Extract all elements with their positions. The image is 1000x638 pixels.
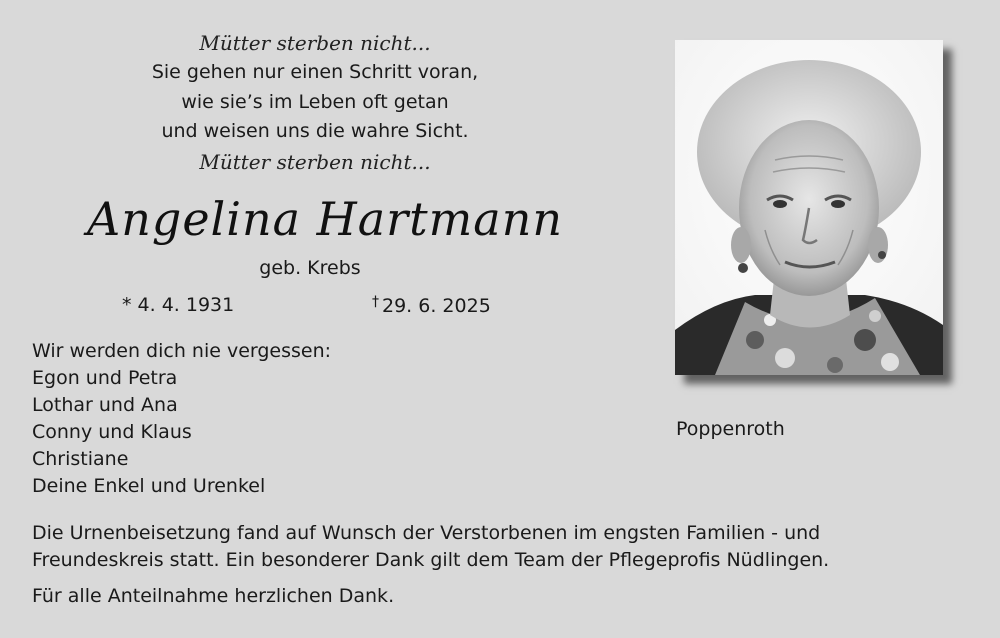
portrait-icon [675,40,943,375]
mourners-list [32,338,331,500]
place-name: Poppenroth [676,418,785,440]
birth-date: * 4. 4. 1931 [122,294,235,316]
mourner-entry: Egon und Petra [32,367,178,389]
thanks-text: Für alle Anteilnahme herzlichen Dank. [32,585,395,607]
death-date: 29. 6. 2025 [382,295,491,317]
portrait-photo [675,40,943,375]
poem-line: wie sie’s im Leben oft getan [181,90,449,113]
poem-line: und weisen uns die wahre Sicht. [161,120,469,142]
mourners-intro: Wir werden dich nie vergessen: [32,340,332,362]
poem-refrain-close: Mütter sterben nicht... [199,149,431,174]
notice-text: Die Urnenbeisetzung fand auf Wunsch der Verstorbenen im engsten Familien - und Freundeskreis statt. Ein besonderer Dank gilt dem Team der Pflegeprofis Nüdlingen. [32,522,830,571]
funeral-notice [32,520,932,610]
poem-refrain-open: Mütter sterben nicht... [199,31,431,55]
mourner-entry: Deine Enkel und Urenkel [32,475,266,497]
death-date-block [372,294,491,317]
mourner-entry: Conny und Klaus [32,421,192,443]
maiden-name: geb. Krebs [259,257,361,279]
mourner-entry: Christiane [32,448,129,470]
cross-icon: † [372,294,379,310]
poem-line: Sie gehen nur einen Schritt voran, [151,61,479,83]
mourner-entry: Lothar und Ana [32,394,178,416]
poem [100,28,530,177]
deceased-name: Angelina Hartmann [87,192,563,246]
